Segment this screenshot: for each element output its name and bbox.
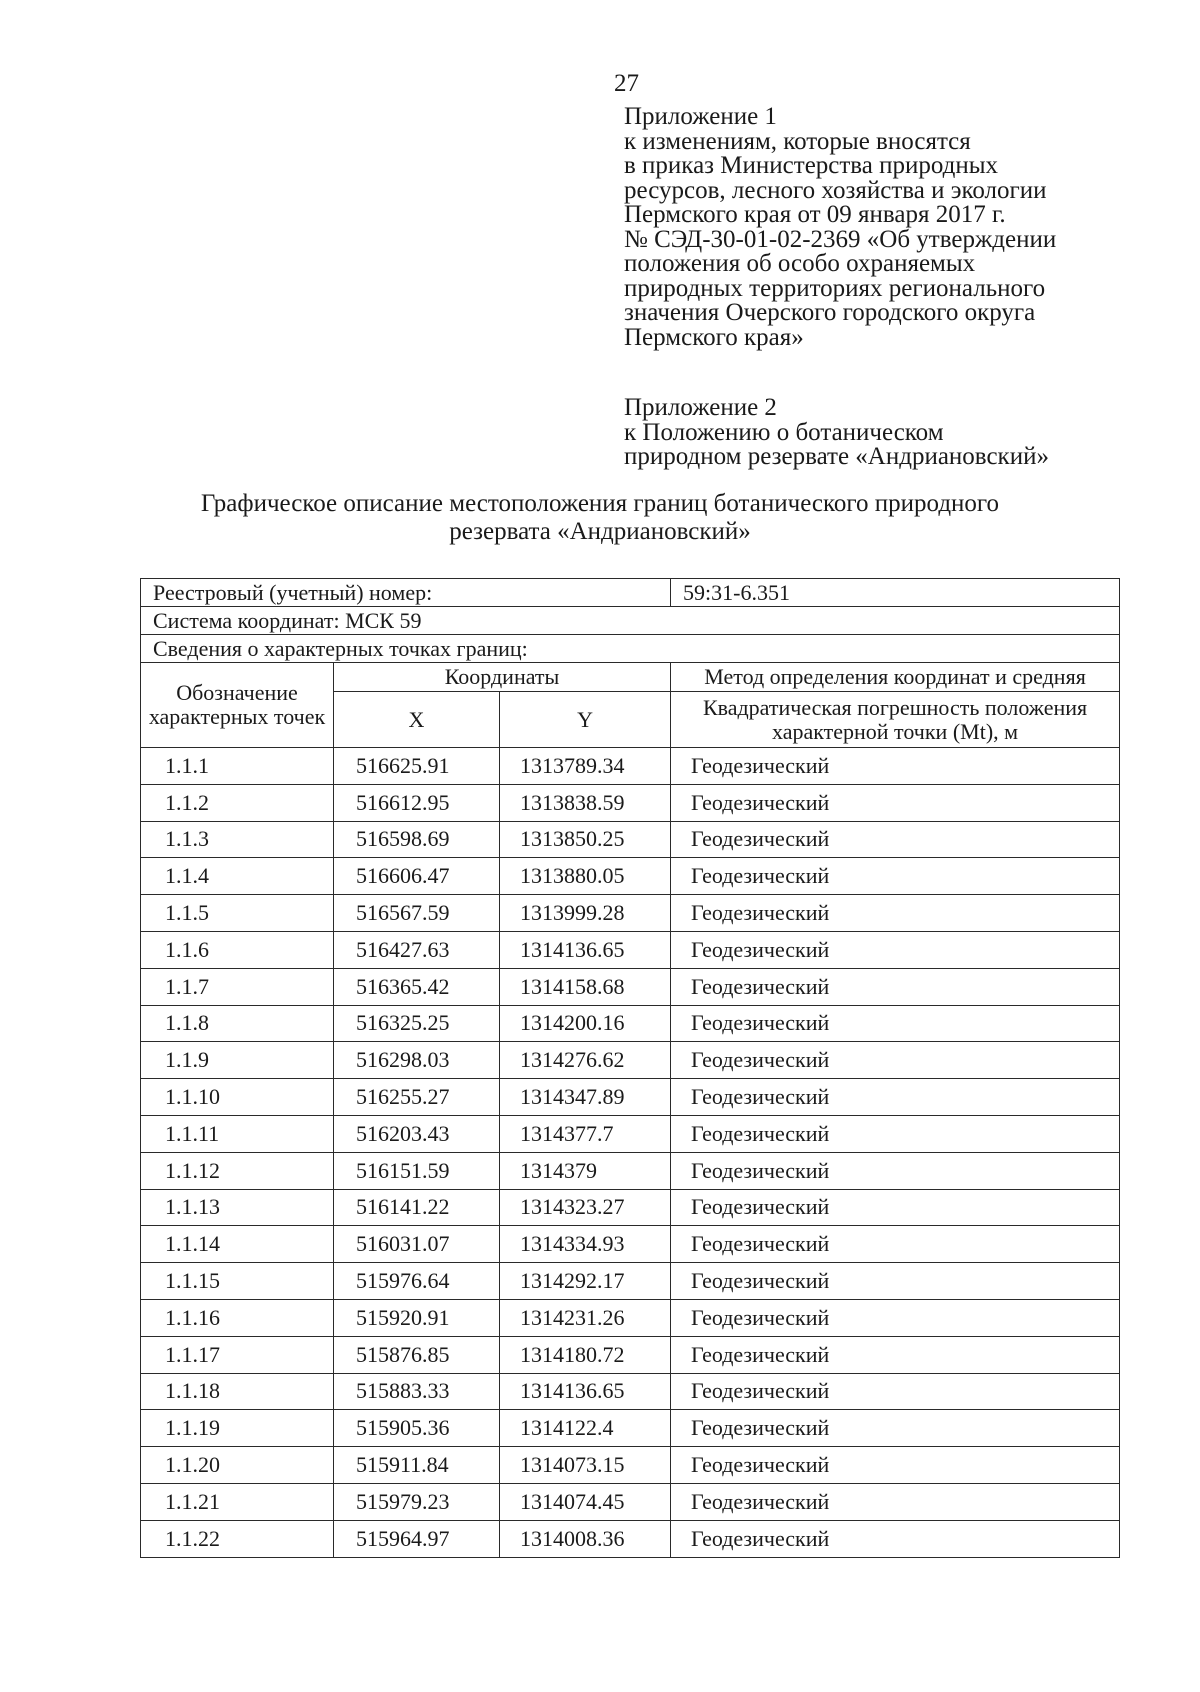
method-cell: Геодезический	[671, 1373, 1120, 1410]
x-coordinate-cell: 516203.43	[334, 1115, 500, 1152]
point-id-cell: 1.1.13	[141, 1189, 334, 1226]
method-cell: Геодезический	[671, 968, 1120, 1005]
point-id-cell: 1.1.16	[141, 1299, 334, 1336]
x-coordinate-cell: 516141.22	[334, 1189, 500, 1226]
method-cell: Геодезический	[671, 784, 1120, 821]
table-row	[141, 968, 1120, 1005]
appendix-1-line: значения Очерского городского округа	[624, 299, 1036, 326]
point-id-cell: 1.1.21	[141, 1483, 334, 1520]
x-coordinate-cell: 516612.95	[334, 784, 500, 821]
method-cell: Геодезический	[671, 895, 1120, 932]
y-coordinate-cell: 1314379	[500, 1152, 671, 1189]
point-id-cell: 1.1.17	[141, 1336, 334, 1373]
boundary-points-table	[140, 578, 1120, 1558]
x-coordinate-cell: 515876.85	[334, 1336, 500, 1373]
point-id-cell: 1.1.6	[141, 931, 334, 968]
table-row	[141, 1447, 1120, 1484]
appendix-1-line: к изменениям, которые вносятся	[624, 127, 971, 155]
method-cell: Геодезический	[671, 1410, 1120, 1447]
x-coordinate-cell: 516625.91	[334, 748, 500, 785]
table-row	[141, 895, 1120, 932]
table-row	[141, 1115, 1120, 1152]
y-coordinate-cell: 1314292.17	[500, 1263, 671, 1300]
method-cell: Геодезический	[671, 1520, 1120, 1557]
method-cell: Геодезический	[671, 1483, 1120, 1520]
registry-number-label: Реестровый (учетный) номер:	[141, 579, 671, 607]
y-coordinate-cell: 1314008.36	[500, 1520, 671, 1557]
method-cell: Геодезический	[671, 1447, 1120, 1484]
y-coordinate-cell: 1314231.26	[500, 1299, 671, 1336]
point-id-cell: 1.1.10	[141, 1079, 334, 1116]
appendix-2-header	[624, 396, 1049, 470]
y-coordinate-cell: 1314334.93	[500, 1226, 671, 1263]
x-coordinate-cell: 516598.69	[334, 821, 500, 858]
x-coordinate-cell: 516567.59	[334, 895, 500, 932]
method-cell: Геодезический	[671, 1152, 1120, 1189]
document-title-line-1: Графическое описание местоположения границ ботанического природного	[200, 490, 1000, 517]
method-cell: Геодезический	[671, 931, 1120, 968]
table-row	[141, 931, 1120, 968]
y-coordinate-cell: 1313999.28	[500, 895, 671, 932]
y-coordinate-cell: 1313789.34	[500, 748, 671, 785]
document-title-line-2: резервата «Андриановский»	[449, 518, 751, 545]
point-id-cell: 1.1.12	[141, 1152, 334, 1189]
table-row	[141, 1520, 1120, 1557]
header-x: X	[334, 692, 500, 748]
y-coordinate-cell: 1313850.25	[500, 821, 671, 858]
x-coordinate-cell: 515911.84	[334, 1447, 500, 1484]
table-row	[141, 1079, 1120, 1116]
method-cell: Геодезический	[671, 821, 1120, 858]
x-coordinate-cell: 515920.91	[334, 1299, 500, 1336]
table-row	[141, 1005, 1120, 1042]
table-row	[141, 1263, 1120, 1300]
x-coordinate-cell: 516427.63	[334, 931, 500, 968]
appendix-1-line: в приказ Министерства природных	[624, 152, 999, 179]
table-row	[141, 1042, 1120, 1079]
table-row	[141, 1373, 1120, 1410]
y-coordinate-cell: 1314158.68	[500, 968, 671, 1005]
x-coordinate-cell: 515979.23	[334, 1483, 500, 1520]
y-coordinate-cell: 1314323.27	[500, 1189, 671, 1226]
y-coordinate-cell: 1314073.15	[500, 1447, 671, 1484]
x-coordinate-cell: 516325.25	[334, 1005, 500, 1042]
x-coordinate-cell: 515883.33	[334, 1373, 500, 1410]
y-coordinate-cell: 1313838.59	[500, 784, 671, 821]
x-coordinate-cell: 516255.27	[334, 1079, 500, 1116]
method-cell: Геодезический	[671, 1005, 1120, 1042]
table-row	[141, 821, 1120, 858]
table-row	[141, 1410, 1120, 1447]
table-row	[141, 1189, 1120, 1226]
point-id-cell: 1.1.3	[141, 821, 334, 858]
method-cell: Геодезический	[671, 1336, 1120, 1373]
appendix-1-line: природных территориях регионального	[624, 274, 1046, 302]
y-coordinate-cell: 1314276.62	[500, 1042, 671, 1079]
point-id-cell: 1.1.7	[141, 968, 334, 1005]
method-cell: Геодезический	[671, 1079, 1120, 1116]
table-row	[141, 1336, 1120, 1373]
method-cell: Геодезический	[671, 1263, 1120, 1300]
x-coordinate-cell: 515905.36	[334, 1410, 500, 1447]
table-row	[141, 1483, 1120, 1520]
y-coordinate-cell: 1314136.65	[500, 1373, 671, 1410]
point-id-cell: 1.1.15	[141, 1263, 334, 1300]
table-row	[141, 858, 1120, 895]
y-coordinate-cell: 1314200.16	[500, 1005, 671, 1042]
point-id-cell: 1.1.2	[141, 784, 334, 821]
method-cell: Геодезический	[671, 1042, 1120, 1079]
x-coordinate-cell: 515976.64	[334, 1263, 500, 1300]
header-y: Y	[500, 692, 671, 748]
y-coordinate-cell: 1314180.72	[500, 1336, 671, 1373]
y-coordinate-cell: 1314347.89	[500, 1079, 671, 1116]
x-coordinate-cell: 516031.07	[334, 1226, 500, 1263]
appendix-1-header	[624, 105, 1056, 350]
method-cell: Геодезический	[671, 748, 1120, 785]
x-coordinate-cell: 516151.59	[334, 1152, 500, 1189]
page-number: 27	[614, 70, 639, 97]
point-id-cell: 1.1.22	[141, 1520, 334, 1557]
y-coordinate-cell: 1313880.05	[500, 858, 671, 895]
header-method-line-1: Метод определения координат и средняя	[671, 663, 1120, 692]
point-id-cell: 1.1.14	[141, 1226, 334, 1263]
point-id-cell: 1.1.18	[141, 1373, 334, 1410]
appendix-2-line: природном резервате «Андриановский»	[624, 443, 1049, 470]
point-id-cell: 1.1.8	[141, 1005, 334, 1042]
appendix-1-line: ресурсов, лесного хозяйства и экологии	[624, 176, 1047, 204]
point-id-cell: 1.1.5	[141, 895, 334, 932]
method-cell: Геодезический	[671, 1115, 1120, 1152]
x-coordinate-cell: 516298.03	[334, 1042, 500, 1079]
point-id-cell: 1.1.9	[141, 1042, 334, 1079]
appendix-1-line: Пермского края»	[624, 323, 804, 351]
appendix-1-line: Пермского края от 09 января 2017 г.	[624, 201, 1006, 228]
table-row	[141, 1299, 1120, 1336]
table-row	[141, 1226, 1120, 1263]
point-id-cell: 1.1.20	[141, 1447, 334, 1484]
document-title	[100, 490, 1100, 546]
header-point-designation: Обозначение характерных точек	[141, 663, 334, 748]
x-coordinate-cell: 516606.47	[334, 858, 500, 895]
method-cell: Геодезический	[671, 1226, 1120, 1263]
header-method-line-2: Квадратическая погрешность положения характерной точки (Mt), м	[671, 692, 1120, 748]
appendix-1-line: положения об особо охраняемых	[624, 250, 976, 277]
appendix-2-line: Приложение 2	[624, 394, 777, 421]
x-coordinate-cell: 515964.97	[334, 1520, 500, 1557]
point-id-cell: 1.1.11	[141, 1115, 334, 1152]
table-row	[141, 784, 1120, 821]
y-coordinate-cell: 1314122.4	[500, 1410, 671, 1447]
registry-number-value: 59:31-6.351	[671, 579, 1120, 607]
method-cell: Геодезический	[671, 858, 1120, 895]
table-row	[141, 748, 1120, 785]
y-coordinate-cell: 1314074.45	[500, 1483, 671, 1520]
point-id-cell: 1.1.4	[141, 858, 334, 895]
appendix-2-line: к Положению о ботаническом	[624, 418, 944, 446]
coordinate-system: Система координат: МСК 59	[141, 607, 1120, 635]
appendix-1-line: Приложение 1	[624, 103, 777, 130]
point-id-cell: 1.1.1	[141, 748, 334, 785]
y-coordinate-cell: 1314377.7	[500, 1115, 671, 1152]
points-info-label: Сведения о характерных точках границ:	[141, 635, 1120, 663]
table-row	[141, 1152, 1120, 1189]
method-cell: Геодезический	[671, 1189, 1120, 1226]
method-cell: Геодезический	[671, 1299, 1120, 1336]
header-coordinates: Координаты	[334, 663, 671, 692]
appendix-1-line: № СЭД-30-01-02-2369 «Об утверждении	[624, 225, 1057, 253]
point-id-cell: 1.1.19	[141, 1410, 334, 1447]
x-coordinate-cell: 516365.42	[334, 968, 500, 1005]
y-coordinate-cell: 1314136.65	[500, 931, 671, 968]
